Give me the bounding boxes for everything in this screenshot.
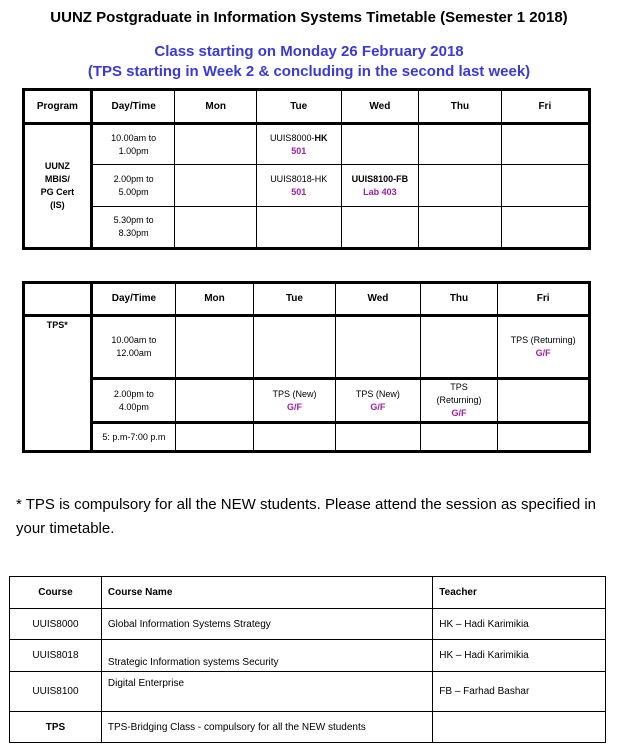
header-thu: Thu [420,283,498,316]
program-cell: TPS* [24,315,92,451]
slot-cell [176,315,253,378]
time-line: 2.00pm to [113,388,154,399]
session-label: TPS (New) [355,388,400,399]
table-row [10,609,606,640]
time-cell [91,207,175,249]
program-timetable [22,88,591,250]
time-line: 10.00am to [111,334,157,345]
header-tue: Tue [256,90,341,124]
slot-cell [175,123,256,165]
course-name: TPS-Bridging Class - compulsory for all the NEW students [101,712,432,743]
slot-cell [419,165,501,207]
slot-cell [501,165,589,207]
slot-cell [341,123,419,165]
class-cell [336,378,420,423]
room: 501 [291,145,307,156]
slot-cell [253,423,335,452]
header-course: Course [10,577,102,609]
room: 501 [291,186,307,197]
course-name: Strategic Information systems Security [101,640,432,672]
time-line: 1.00pm [118,145,149,156]
course-prefix: UUIS8000- [269,132,315,143]
time-cell [91,378,176,423]
header-wed: Wed [341,90,419,124]
program-cell [24,123,92,248]
room: G/F [370,401,386,412]
session-label: TPS [450,382,468,393]
slot-cell [175,207,256,249]
time-line: 2.00pm to [113,173,154,184]
slot-cell [420,423,498,452]
session-label: (Returning) [436,395,482,406]
class-cell [253,378,335,423]
header-fri: Fri [501,90,589,124]
slot-cell [341,207,419,249]
course-name: Global Information Systems Strategy [101,609,432,640]
session-label: TPS (Returning) [510,334,576,345]
class-cell [341,165,419,207]
slot-cell [501,207,589,249]
header-course-name: Course Name [101,577,432,609]
teacher [433,712,606,743]
teacher-code: HK [314,132,328,143]
header-day-time: Day/Time [91,283,176,316]
table-row [10,712,606,743]
course-code: UUIS8018 [10,640,102,672]
room: G/F [451,408,467,419]
header-thu: Thu [419,90,501,124]
time-cell [91,165,175,207]
program-line: (IS) [50,199,65,210]
slot-cell [419,207,501,249]
class-cell [498,315,590,378]
table-row [10,640,606,672]
teacher: HK – Hadi Karimikia [433,609,606,640]
teacher: FB – Farhad Bashar [433,672,606,712]
teacher: HK – Hadi Karimikia [433,640,606,672]
time-line: 10.00am to [111,132,157,143]
tps-timetable [22,281,591,453]
slot-cell [176,423,253,452]
slot-cell [498,423,590,452]
slot-cell [336,423,420,452]
room: G/F [535,347,551,358]
course-code: TPS [10,712,102,743]
time-cell [91,123,175,165]
course-name: Digital Enterprise [101,672,432,712]
slot-cell [253,315,335,378]
program-line: UUNZ [44,160,70,171]
start-date-subtitle: Class starting on Monday 26 February 2018 [154,43,464,60]
program-line: MBIS/ [44,173,70,184]
time-cell [91,315,176,378]
header-tue: Tue [253,283,335,316]
room: Lab 403 [363,186,397,197]
slot-cell [419,123,501,165]
tps-note: * TPS is compulsory for all the NEW students. Please attend the session as specified in your timetable. [16,496,597,537]
time-line: 4.00pm [118,401,149,412]
header-wed: Wed [336,283,420,316]
slot-cell [175,165,256,207]
slot-cell [420,315,498,378]
header-day-time: Day/Time [91,90,175,124]
time-line: 5.00pm [118,186,149,197]
course-code [259,132,339,145]
tps-subtitle: (TPS starting in Week 2 & concluding in the second last week) [87,63,531,80]
time-cell: 5: p.m-7:00 p.m [91,423,176,452]
time-line: 5.30pm to [113,215,154,226]
time-line: 12.00am [116,347,152,358]
header-blank [24,283,92,316]
program-line: PG Cert [40,186,75,197]
slot-cell [501,123,589,165]
header-mon: Mon [175,90,256,124]
header-mon: Mon [176,283,253,316]
course-code: UUIS8100 [10,672,102,712]
course-code: UUIS8000 [10,609,102,640]
slot-cell [336,315,420,378]
slot-cell [256,207,341,249]
page-title: UUNZ Postgraduate in Information Systems Timetable (Semester 1 2018) [50,9,568,26]
course-code: UUIS8018-HK [270,173,328,184]
table-row [10,672,606,712]
header-fri: Fri [498,283,590,316]
course-code: UUIS8100-FB [351,173,409,184]
session-label: TPS (New) [272,388,317,399]
header-teacher: Teacher [433,577,606,609]
slot-cell [176,378,253,423]
room: G/F [286,401,302,412]
class-cell [256,123,341,165]
time-line: 8.30pm [118,228,149,239]
class-cell [256,165,341,207]
class-cell [420,378,498,423]
header-program: Program [24,90,92,124]
slot-cell [498,378,590,423]
courses-table [9,576,606,743]
